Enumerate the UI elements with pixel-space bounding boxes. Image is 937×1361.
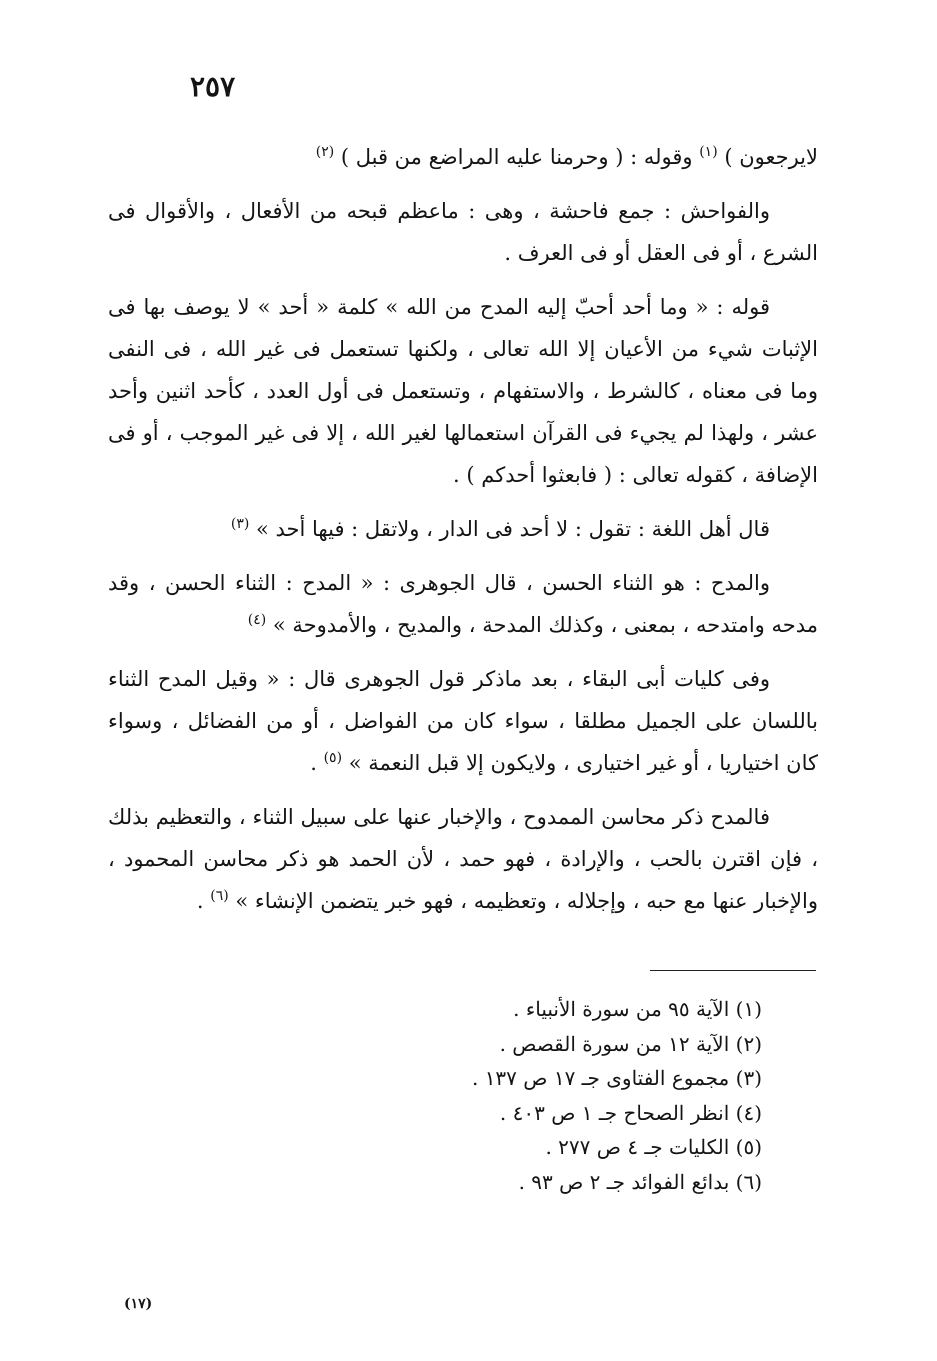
footnote-ref: (٢) (315, 144, 335, 160)
paragraph-1 (108, 136, 818, 178)
paragraph-text: فالمدح ذكر محاسن الممدوح ، والإخبار عنها على سبيل الثناء ، والتعظيم بذلك ، فإن اقترن بالحب ، والإرادة ، فهو حمد ، لأن الحمد هو ذكر محاسن المحمود ، والإخبار عنها مع حبه ، وإجلاله ، وتعظيمه ، فهو خبر يتضمن الإنشاء » (108, 805, 818, 913)
sheet-number: (١٧) (124, 1296, 153, 1312)
footnotes-list (300, 992, 762, 1199)
paragraph-7 (108, 796, 818, 922)
page-number: ٢٥٧ (190, 70, 236, 103)
paragraph-text: . (196, 889, 211, 913)
footnote-divider (650, 970, 816, 971)
paragraph-text: . (310, 751, 324, 775)
footnote-ref: (٣) (230, 516, 250, 532)
footnote-ref: (١) (699, 144, 718, 160)
paragraph-text: قال أهل اللغة : تقول : لا أحد فى الدار ، ولاتقل : فيها أحد » (249, 517, 770, 541)
paragraph-text: وفى كليات أبى البقاء ، بعد ماذكر قول الجوهرى قال : « وقيل المدح الثناء باللسان على الجميل مطلقا ، سواء كان من الفواضل ، أو من الفضائل ، وسواء كان اختياريا ، أو غير اختيارى ، ولايكون إلا قبل النعمة » (108, 667, 818, 775)
paragraph-2 (108, 190, 818, 274)
footnote-item: (١) الآية ٩٥ من سورة الأنبياء . (513, 997, 762, 1021)
footnote-item: (٤) انظر الصحاح جـ ١ ص ٤٠٣ . (499, 1100, 762, 1125)
footnote-ref: (٥) (323, 750, 343, 766)
footnote-item: (٦) بدائع الفوائد جـ ٢ ص ٩٣ . (518, 1169, 762, 1194)
footnote-ref: (٦) (210, 888, 229, 904)
paragraph-6 (108, 658, 818, 784)
paragraph-4 (108, 508, 818, 550)
paragraph-3 (108, 286, 818, 496)
paragraph-text: وقوله : ( وحرمنا عليه المراضع من قبل ) (334, 145, 700, 169)
footnote-item: (٣) مجموع الفتاوى جـ ١٧ ص ١٣٧ . (471, 1066, 762, 1090)
footnote-ref: (٤) (247, 612, 267, 628)
footnote-item: (٢) الآية ١٢ من سورة القصص . (499, 1031, 762, 1056)
paragraph-text: والمدح : هو الثناء الحسن ، قال الجوهرى : « المدح : الثناء الحسن ، وقد مدحه وامتدحه ، بمعنى ، وكذلك المدحة ، والمديح ، والأمدوحة » (108, 571, 818, 637)
paragraph-text: قوله : « وما أحد أحبّ إليه المدح من الله » كلمة « أحد » لا يوصف بها فى الإثبات شيء من الأعيان إلا الله تعالى ، ولكنها تستعمل فى غير الله ، فى النفى وما فى معناه ، كالشرط ، والاستفهام ، وتستعمل فى أول العدد ، كأحد اثنين وأحد عشر ، ولهذا لم يجيء فى القرآن استعمالها لغير الله ، إلا فى غير الموجب ، أو فى الإضافة ، كقوله تعالى : ( فابعثوا أحدكم ) . (108, 295, 818, 487)
main-text (108, 136, 818, 934)
paragraph-text: والفواحش : جمع فاحشة ، وهى : ماعظم قبحه من الأفعال ، والأقوال فى الشرع ، أو فى العقل أو فى العرف . (108, 199, 818, 265)
footnote-item: (٥) الكليات جـ ٤ ص ٢٧٧ . (545, 1135, 762, 1159)
paragraph-5 (108, 562, 818, 646)
paragraph-text: لايرجعون ) (717, 145, 818, 169)
